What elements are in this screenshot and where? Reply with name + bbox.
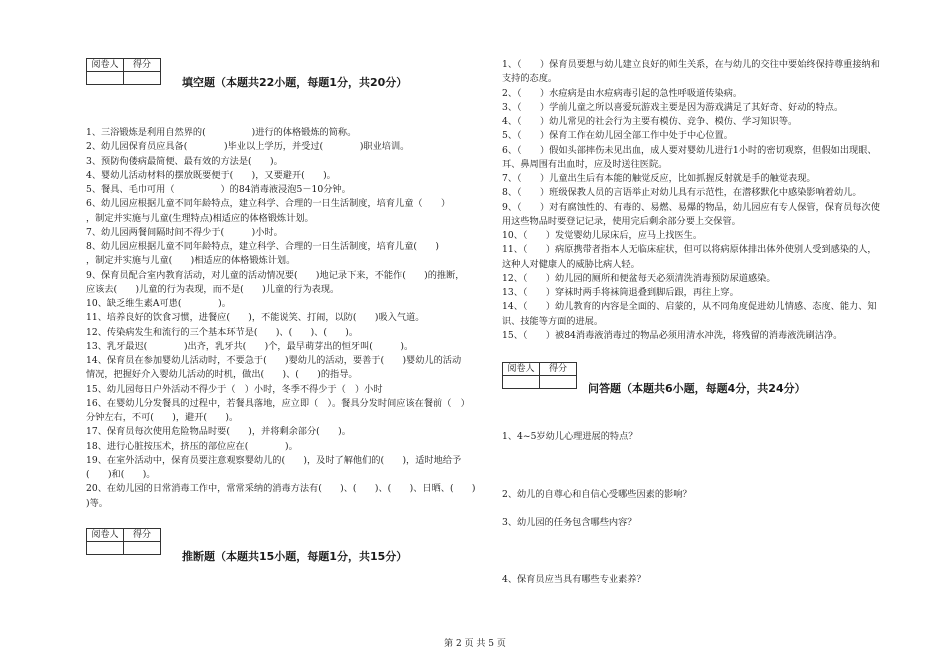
question-line: ，制定并实施与儿童(生理特点)相适应的体格锻炼计划。 [86,212,314,224]
question-line: 12、（ ）幼儿园的厕所和便盆每天必须清洗消毒预防尿道感染。 [502,272,776,284]
question-line: 10、缺乏维生素A可患( )。 [86,298,231,309]
question-line: 20、在幼儿园的日常消毒工作中，常常采纳的消毒方法有( )、( )、( )、日晒、( ) [86,483,476,495]
question-line: 5、餐具、毛巾可用（ ）的84消毒液浸泡5－10分钟。 [86,184,351,195]
score-header-grader: 阅卷人 [87,529,124,542]
question-line: 8、（ ）班级保教人员的言语举止对幼儿具有示范性，在潜移默化中感染影响着幼儿。 [502,187,862,199]
question-line: 9、保育员配合室内教育活动，对儿童的活动情况要( )地记录下来，不能作( )的推断， [86,269,465,281]
question-line: 19、在室外活动中，保育员要注意观察婴幼儿的( )，及时了解他们的( )，适时地给予 [86,454,462,466]
question-line: 14、（ ）幼儿教育的内容是全面的、启蒙的，从不同角度促进幼儿情感、态度、能力、知 [502,301,877,313]
question-line: 8、幼儿园应根据儿童不同年龄特点，建立科学、合理的一日生活制度，培育儿童( ) [86,241,439,252]
question-line: 3、（ ）学前儿童之所以喜爱玩游戏主要是因为游戏满足了其好奇、好动的特点。 [502,101,844,113]
judge-score-table [86,528,161,555]
score-cell-score [540,376,577,389]
question-line: 15、幼儿园每日户外活动不得少于（ ）小时，冬季不得少于（ ）小时 [86,383,383,395]
question-line: 3、预防佝偻病最简便、最有效的方法是( )。 [86,155,283,167]
question-line: )等。 [86,497,108,509]
question-line: 情况，把握好介入婴幼儿活动的时机，做出( )、( )的指导。 [86,369,358,381]
question-line: 用这些物品时要登记记录，使用完后剩余部分要上交保管。 [502,215,741,227]
question-line: 这种人对健康人的威胁比病人轻。 [502,258,640,270]
score-header-score: 得分 [124,59,161,72]
question-line: 2、幼儿园保育员应具备( )毕业以上学历，并受过( )职业培训。 [86,141,410,153]
question-line: 13、（ ）穿袜时两手将袜筒退叠到脚后跟，再往上穿。 [502,287,739,298]
score-cell-grader [87,542,124,555]
question-line: 支持的态度。 [502,73,558,85]
question-line: 6、（ ）假如头部摔伤未见出血，成人要对婴幼儿进行1小时的密切观察，但假如出现眼、 [502,144,877,156]
score-cell-score [124,542,161,555]
question-line: 11、（ ）病原携带者指本人无临床症状，但可以将病原体排出体外使别人受到感染的人， [502,244,877,256]
score-cell-grader [503,376,540,389]
question-line: 应该去( )儿童的行为表现，而不是( )儿童的行为表现。 [86,283,340,295]
fill-score-table [86,58,161,85]
qa-question: 4、保育员应当具有哪些专业素养？ [502,574,646,585]
question-line: 识、技能等方面的进展。 [502,315,604,327]
question-line: 13、乳牙最迟( )出齐，乳牙共( )个，最早萌芽出的恒牙叫( )。 [86,340,414,352]
fill-section-title: 填空题（本题共22小题，每题1分，共20分） [182,76,408,89]
score-header-grader: 阅卷人 [503,363,540,376]
question-line: 12、传染病发生和流行的三个基本环节是( )、( )、( )。 [86,326,359,338]
score-cell-score [124,72,161,85]
question-line: 16、在婴幼儿分发餐具的过程中，若餐具落地，应立即（ ）。餐具分发时间应该在餐前（ ） [86,397,470,409]
question-line: 14、保育员在参加婴幼儿活动时，不要急于( )婴幼儿的活动，要善于( )婴幼儿的活动 [86,355,462,366]
score-header-score: 得分 [540,363,577,376]
question-line: 耳、鼻周围有出血时，应及时送往医院。 [502,158,668,170]
score-header-score: 得分 [124,529,161,542]
qa-question: 1、4~5岁幼儿心理进展的特点？ [502,431,638,442]
qa-question: 3、幼儿园的任务包含哪些内容？ [502,517,637,528]
score-header-grader: 阅卷人 [87,59,124,72]
question-line: 7、（ ）儿童出生后有本能的触觉反应，比如抓握反射就是手的触觉表现。 [502,173,816,184]
question-line: 7、幼儿园两餐间隔时间不得少于( )小时。 [86,226,283,238]
question-line: 1、（ ）保育员要想与幼儿建立良好的师生关系，在与幼儿的交往中要始终保持尊重接纳和 [502,59,880,70]
question-line: ( )和( )。 [86,469,156,480]
question-line: 1、三浴锻炼是利用自然界的( )进行的体格锻炼的简称。 [86,127,357,138]
qa-section-title: 问答题（本题共6小题，每题4分，共24分） [588,382,806,395]
qa-score-table [502,362,577,389]
question-line: 18、进行心脏按压术，挤压的部位应在( )。 [86,440,298,452]
question-line: 2、（ ）水痘病是由水痘病毒引起的急性呼吸道传染病。 [502,87,743,99]
question-line: 10、（ ）发觉婴幼儿尿床后，应马上找医生。 [502,230,703,241]
qa-question: 2、幼儿的自尊心和自信心受哪些因素的影响？ [502,489,692,500]
question-line: 5、（ ）保育工作在幼儿园全部工作中处于中心位置。 [502,130,733,142]
question-line: 4、（ ）幼儿常见的社会行为主要有模仿、竞争、模仿、学习知识等。 [502,116,798,127]
question-line: 分钟左右，不可( )，避开( )。 [86,412,239,423]
question-line: 11、培养良好的饮食习惯，进餐应( )，不能说笑、打闹，以防( )吸入气道。 [86,312,425,324]
page-number: 第 2 页 共 5 页 [444,639,506,649]
question-line: 4、婴幼儿活动材料的摆放既要便于( )，又要避开( )。 [86,169,336,181]
score-cell-grader [87,72,124,85]
judge-section-title: 推断题（本题共15小题，每题1分，共15分） [182,550,408,563]
question-line: ，制定并实施与儿童( )相适应的体格锻炼计划。 [86,255,296,267]
question-line: 17、保育员每次使用危险物品时要( )，并将剩余部分( )。 [86,426,351,438]
question-line: 9、（ ）对有腐蚀性的、有毒的、易燃、易爆的物品，幼儿园应有专人保管，保育员每次使 [502,201,880,213]
question-line: 15、（ ）被84消毒液消毒过的物品必须用清水冲洗，将残留的消毒液洗刷洁净。 [502,329,843,341]
question-line: 6、幼儿园应根据儿童不同年龄特点，建立科学、合理的一日生活制度，培育儿童（ ） [86,198,451,210]
